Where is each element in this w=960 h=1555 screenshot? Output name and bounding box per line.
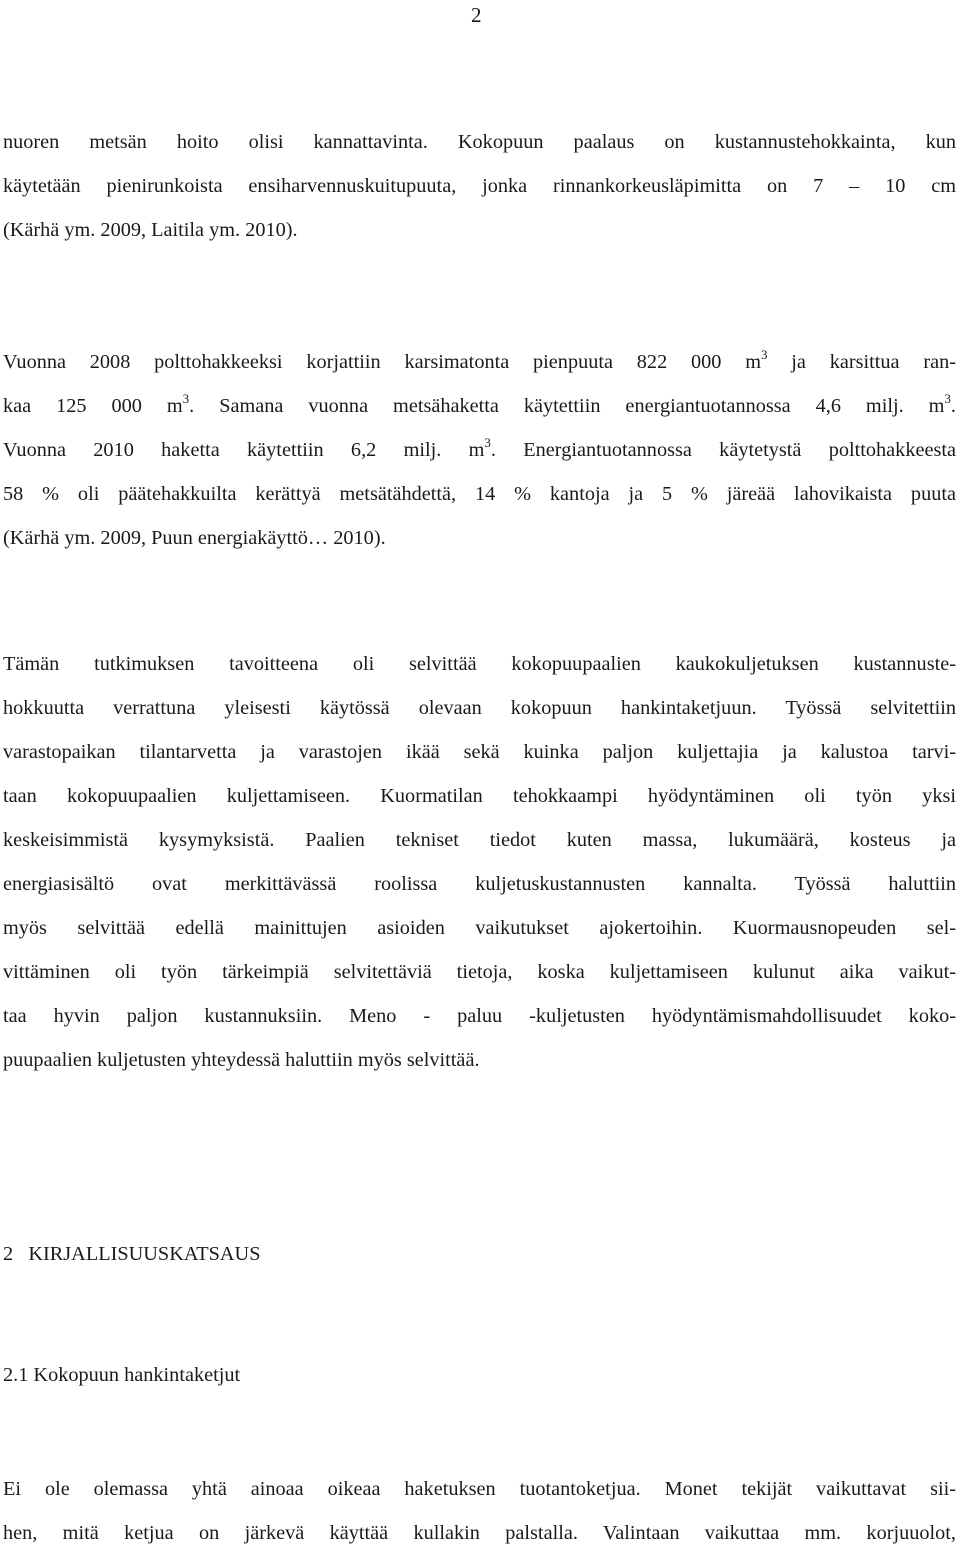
superscript: 3 bbox=[944, 391, 951, 406]
paragraph-supply-chains bbox=[3, 1467, 956, 1555]
text-line: puupaalien kuljetusten yhteydessä haluttiin myös selvittää. bbox=[3, 1049, 480, 1071]
superscript: 3 bbox=[484, 435, 491, 450]
paragraph-research-goals bbox=[3, 642, 956, 1082]
text-line: Ei ole olemassa yhtä ainoaa oikeaa haketuksen tuotantoketjua. Monet tekijät vaikuttavat sii- bbox=[3, 1478, 956, 1500]
text-line: hen, mitä ketjua on järkevä käyttää kullakin palstalla. Valintaan vaikuttaa mm. korjuuolot, bbox=[3, 1522, 956, 1544]
text-line bbox=[3, 340, 956, 384]
text-fragment: . bbox=[950, 395, 956, 417]
superscript: 3 bbox=[182, 391, 190, 406]
text-line: käytetään pienirunkoista ensiharvennuskuitupuuta, jonka rinnankorkeusläpimitta on 7 – 10 cm bbox=[3, 175, 956, 197]
text-line: keskeisimmistä kysymyksistä. Paalien tekniset tiedot kuten massa, lukumäärä, kosteus ja bbox=[3, 829, 956, 851]
text-line: varastopaikan tilantarvetta ja varastojen ikää sekä kuinka paljon kuljettajia ja kalustoa tarvi- bbox=[3, 741, 956, 763]
text-line: taan kokopuupaalien kuljettamiseen. Kuormatilan tehokkaampi hyödyntäminen oli työn yksi bbox=[3, 785, 956, 807]
text-line bbox=[3, 428, 956, 472]
paragraph-intro-continued bbox=[3, 120, 956, 252]
text-line: (Kärhä ym. 2009, Puun energiakäyttö… 2010). bbox=[3, 527, 386, 549]
text-line: taa hyvin paljon kustannuksiin. Meno - paluu -kuljetusten hyödyntämismahdollisuudet koko- bbox=[3, 1005, 956, 1027]
text-line: nuoren metsän hoito olisi kannattavinta. Kokopuun paalaus on kustannustehokkainta, kun bbox=[3, 131, 956, 153]
text-fragment: Vuonna 2010 haketta käytettiin 6,2 milj. m bbox=[3, 439, 485, 461]
text-line: vittäminen oli työn tärkeimpiä selvitettäviä tietoja, koska kuljettamiseen kulunut aika vaikut- bbox=[3, 961, 956, 983]
superscript: 3 bbox=[761, 347, 768, 362]
text-line: hokkuutta verrattuna yleisesti käytössä olevaan kokopuun hankintaketjuun. Työssä selvitettiin bbox=[3, 697, 956, 719]
subsection-heading: 2.1 Kokopuun hankintaketjut bbox=[3, 1364, 241, 1386]
text-line: energiasisältö ovat merkittävässä roolissa kuljetuskustannusten kannalta. Työssä haluttiin bbox=[3, 873, 956, 895]
text-line: Tämän tutkimuksen tavoitteena oli selvittää kokopuupaalien kaukokuljetuksen kustannuste- bbox=[3, 653, 956, 675]
text-line: 58 % oli päätehakkuilta kerättyä metsätähdettä, 14 % kantoja ja 5 % järeää lahovikaista puuta bbox=[3, 483, 956, 505]
text-line: (Kärhä ym. 2009, Laitila ym. 2010). bbox=[3, 219, 298, 241]
page-number: 2 bbox=[471, 3, 482, 27]
text-line: myös selvittää edellä mainittujen asioiden vaikutukset ajokertoihin. Kuormausnopeuden sel- bbox=[3, 917, 956, 939]
section-heading: 2 KIRJALLISUUSKATSAUS bbox=[3, 1243, 261, 1265]
text-fragment: . Samana vuonna metsähaketta käytettiin energiantuotannossa 4,6 milj. m bbox=[189, 395, 945, 417]
text-line bbox=[3, 384, 956, 428]
paragraph-energy-statistics bbox=[3, 340, 956, 560]
text-fragment: . Energiantuotannossa käytetystä polttohakkeesta bbox=[490, 439, 956, 461]
text-fragment: ja karsittua ran- bbox=[767, 351, 956, 373]
text-fragment: Vuonna 2008 polttohakkeeksi korjattiin karsimatonta pienpuuta 822 000 m bbox=[3, 351, 761, 373]
text-fragment: kaa 125 000 m bbox=[3, 395, 183, 417]
